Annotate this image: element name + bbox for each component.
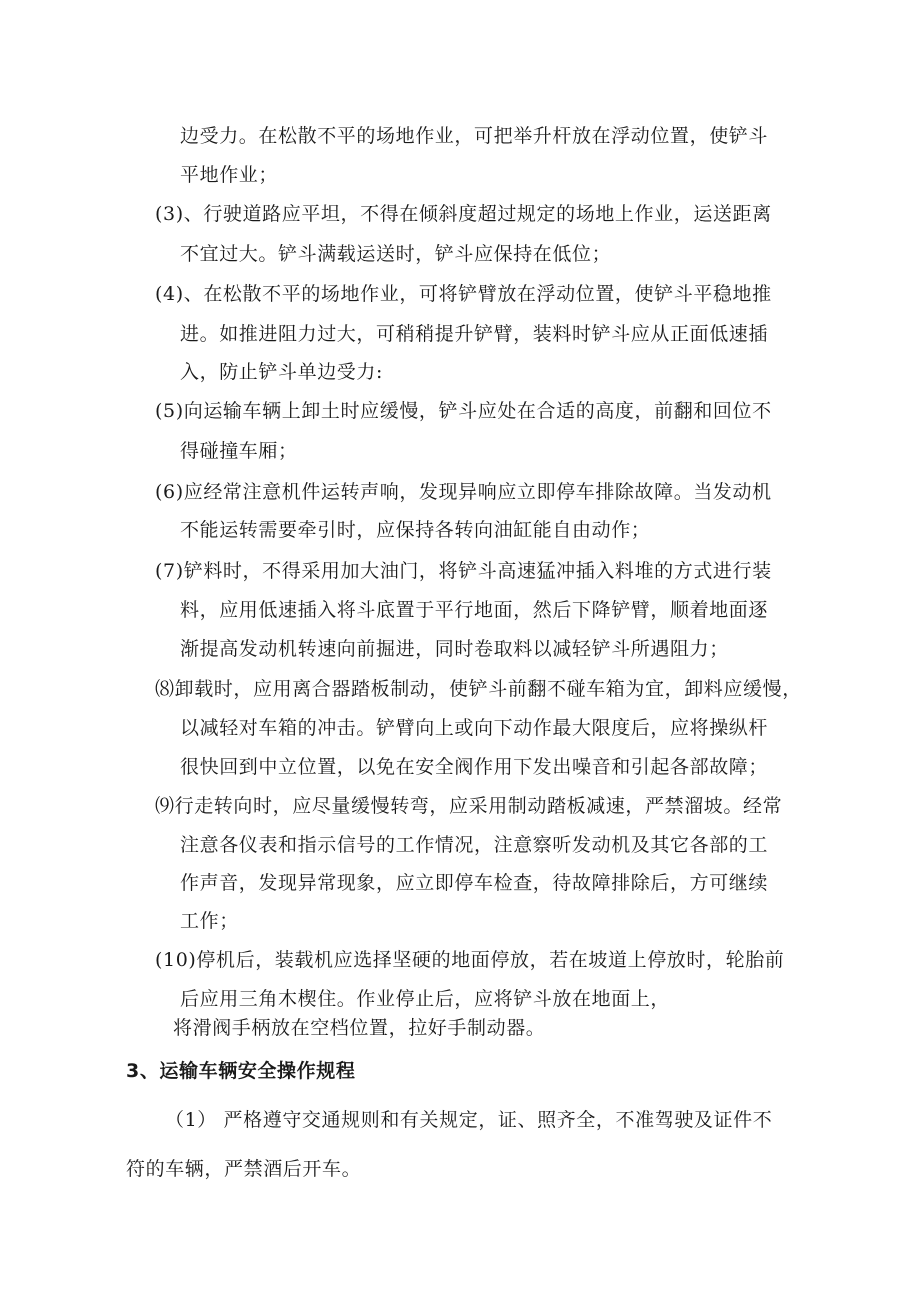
text-line: 渐提高发动机转速向前掘进，同时卷取料以减轻铲斗所遇阻力； xyxy=(180,638,729,660)
list-item-6: (6)应经常注意机件运转声响，发现异响应立即停车排除故障。当发动机 xyxy=(155,481,772,503)
list-item-4: (4)、在松散不平的场地作业，可将铲臂放在浮动位置，使铲斗平稳地推 xyxy=(155,283,772,305)
list-item-8: ⑻卸载时，应用离合器踏板制动，使铲斗前翻不碰车箱为宜，卸料应缓慢， xyxy=(155,678,802,700)
text-line: 不宜过大。铲斗满载运送时，铲斗应保持在低位； xyxy=(180,243,612,265)
text-line: 以减轻对车箱的冲击。铲臂向上或向下动作最大限度后，应将操纵杆 xyxy=(180,717,769,739)
text-line: 工作； xyxy=(180,910,239,932)
text-line: 将滑阀手柄放在空档位置，拉好手制动器。 xyxy=(173,1017,546,1039)
text-line: 注意各仪表和指示信号的工作情况，注意察听发动机及其它各部的工 xyxy=(180,834,769,856)
list-item-7: (7)铲料时，不得采用加大油门，将铲斗高速猛冲插入料堆的方式进行装 xyxy=(155,560,772,582)
text-line: 平地作业； xyxy=(180,164,279,186)
section-text-line: 符的车辆，严禁酒后开车。 xyxy=(126,1158,362,1180)
list-item-3: (3)、行驶道路应平坦，不得在倾斜度超过规定的场地上作业，运送距离 xyxy=(155,203,772,225)
list-item-9: ⑼行走转向时，应尽量缓慢转弯，应采用制动踏板减速，严禁溜坡。经常 xyxy=(155,795,783,817)
text-line: 进。如推进阻力过大，可稍稍提升铲臂，装料时铲斗应从正面低速插 xyxy=(180,323,769,345)
text-line: 作声音，发现异常现象，应立即停车检查，待故障排除后，方可继续 xyxy=(180,872,769,894)
text-line: 边受力。在松散不平的场地作业，可把举升杆放在浮动位置，使铲斗 xyxy=(180,125,769,147)
section-text-line: （1） 严格遵守交通规则和有关规定，证、照齐全，不准驾驶及证件不 xyxy=(165,1109,773,1131)
text-line: 后应用三角木楔住。作业停止后，应将铲斗放在地面上， xyxy=(180,988,671,1010)
text-line: 不能运转需要牵引时，应保持各转向油缸能自由动作； xyxy=(180,519,651,541)
text-line: 很快回到中立位置，以免在安全阀作用下发出噪音和引起各部故障； xyxy=(180,756,769,778)
text-line: 入，防止铲斗单边受力: xyxy=(180,361,384,383)
list-item-10: (10)停机后，装载机应选择坚硬的地面停放，若在坡道上停放时，轮胎前 xyxy=(155,949,785,971)
list-item-5: (5)向运输车辆上卸土时应缓慢，铲斗应处在合适的高度，前翻和回位不 xyxy=(155,400,772,422)
text-line: 得碰撞车厢； xyxy=(180,440,298,462)
section-heading: 3、运输车辆安全操作规程 xyxy=(126,1060,356,1082)
text-line: 料，应用低速插入将斗底置于平行地面，然后下降铲臂，顺着地面逐 xyxy=(180,599,769,621)
